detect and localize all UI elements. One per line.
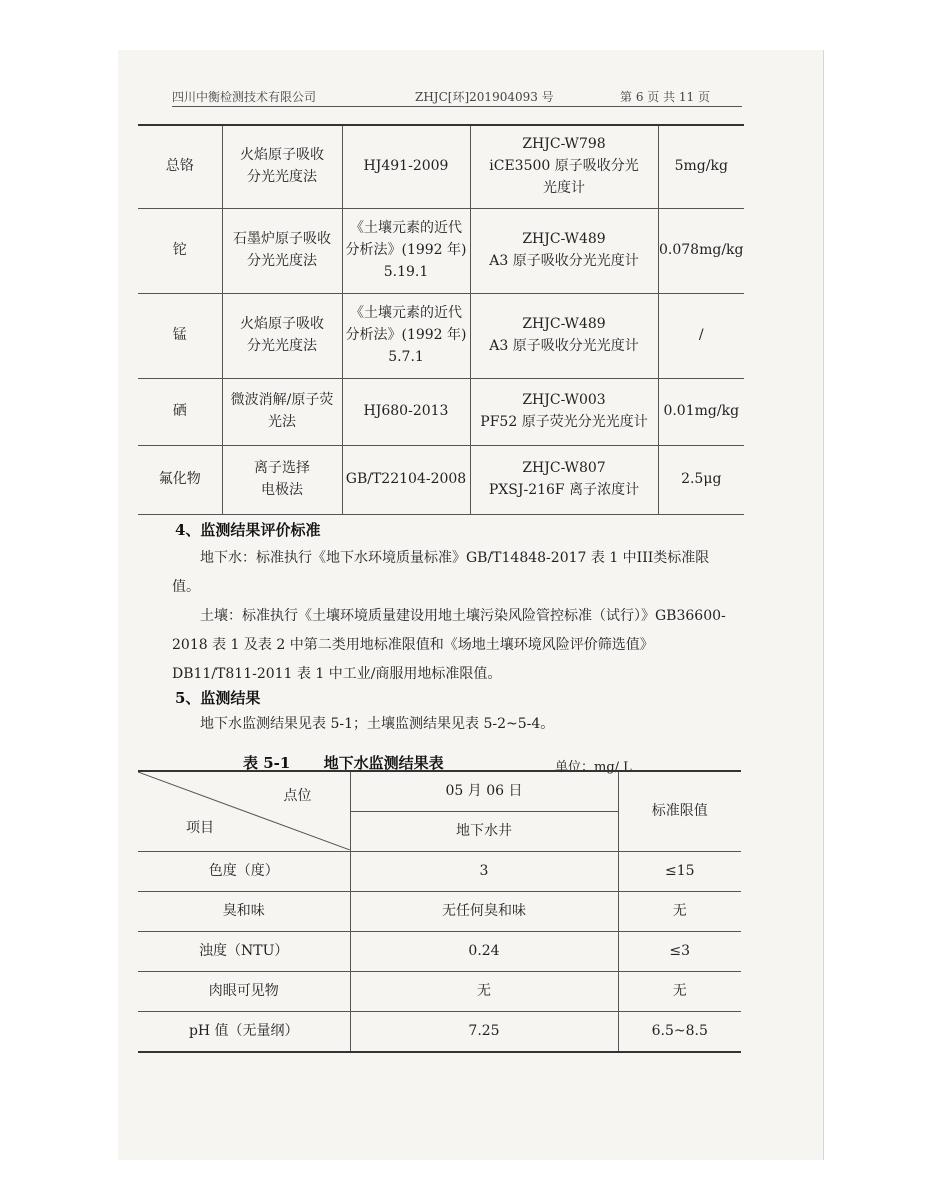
method-standard-cell-line: HJ491-2009 — [363, 158, 449, 175]
result-row — [138, 852, 741, 892]
table-unit: 单位：mg/ L — [555, 760, 632, 775]
result-item-cell: 浊度（NTU） — [138, 932, 350, 972]
method-instrument-cell-line: iCE3500 原子吸收分光 — [489, 158, 639, 175]
result-value-cell: 7.25 — [350, 1012, 618, 1053]
method-instrument-cell-line: ZHJC-W798 — [522, 136, 606, 153]
method-name-cell-line: 分光光度法 — [247, 169, 317, 185]
method-item-cell: 铊 — [138, 209, 222, 294]
method-name-cell — [222, 209, 342, 294]
limit-header: 标准限值 — [618, 771, 741, 852]
method-instrument-cell — [470, 209, 658, 294]
section-4-title: 4、监测结果评价标准 — [175, 521, 321, 539]
method-limit-cell: 2.5μg — [658, 446, 744, 515]
method-name-cell-line: 光法 — [268, 414, 296, 430]
page-header — [172, 86, 742, 107]
method-standard-cell-line: 5.19.1 — [383, 263, 429, 280]
result-limit-cell: 无 — [618, 972, 741, 1012]
method-standard-cell — [342, 209, 470, 294]
method-standard-cell-line: GB/T22104-2008 — [345, 471, 467, 488]
method-instrument-cell — [470, 379, 658, 446]
method-row — [138, 294, 744, 379]
diag-header-item: 项目 — [186, 820, 214, 836]
method-instrument-cell-line: PXSJ-216F 离子浓度计 — [488, 482, 640, 498]
section-5-title: 5、监测结果 — [175, 689, 261, 707]
method-standard-cell-line: 《土壤元素的近代 — [350, 220, 462, 237]
method-instrument-cell-line: ZHJC-W489 — [522, 231, 606, 248]
date-header: 05 月 06 日 — [350, 771, 618, 812]
method-name-cell-line: 电极法 — [261, 482, 303, 498]
table-caption-title: 地下水监测结果表 — [323, 754, 444, 772]
result-limit-cell: ≤3 — [618, 932, 741, 972]
method-standard-cell-line: 5.7.1 — [388, 348, 424, 365]
method-instrument-cell-line: ZHJC-W489 — [522, 316, 606, 333]
result-header-row-1 — [138, 771, 741, 812]
method-standard-cell-line: 分析法》(1992 年) — [345, 327, 467, 344]
method-standard-cell — [342, 446, 470, 515]
result-value-cell: 0.24 — [350, 932, 618, 972]
diag-header-location: 点位 — [283, 788, 312, 804]
method-standard-cell — [342, 294, 470, 379]
method-item-cell: 硒 — [138, 379, 222, 446]
method-name-cell — [222, 294, 342, 379]
result-value-cell: 3 — [350, 852, 618, 892]
method-row — [138, 446, 744, 515]
header-page-number: 第 6 页 共 11 页 — [620, 90, 710, 104]
method-standard-cell — [342, 125, 470, 209]
method-name-cell-line: 石墨炉原子吸收 — [233, 231, 331, 248]
method-instrument-cell-line: 光度计 — [543, 179, 585, 196]
method-standard-cell — [342, 379, 470, 446]
header-report-number: ZHJC[环]201904093 号 — [415, 90, 554, 104]
method-limit-cell: 5mg/kg — [658, 125, 744, 209]
section-5-text: 地下水监测结果见表 5-1；土壤监测结果见表 5-2~5-4。 — [200, 716, 555, 732]
method-name-cell-line: 分光光度法 — [247, 338, 317, 354]
result-item-cell: 肉眼可见物 — [138, 972, 350, 1012]
method-instrument-cell — [470, 125, 658, 209]
method-item-cell: 锰 — [138, 294, 222, 379]
method-standard-cell-line: 分析法》(1992 年) — [345, 242, 467, 259]
method-name-cell — [222, 125, 342, 209]
method-row — [138, 125, 744, 209]
result-item-cell: 臭和味 — [138, 892, 350, 932]
table-caption-number: 表 5-1 — [243, 754, 291, 772]
section-4-groundwater-text: 地下水：标准执行《地下水环境质量标准》GB/T14848-2017 表 1 中III类标准限值。 — [172, 550, 710, 595]
result-table — [138, 770, 741, 1053]
section-4-soil-text: 土壤：标准执行《土壤环境质量建设用地土壤污染风险管控标准（试行）》GB36600-2018 表 1 及表 2 中第二类用地标准限值和《场地土壤环境风险评价筛选值》DB11/T811-2011 表 1 中工业/商服用地标准限值。 — [172, 608, 726, 682]
result-item-cell: pH 值（无量纲） — [138, 1012, 350, 1053]
result-limit-cell: 无 — [618, 892, 741, 932]
method-limit-cell: 0.01mg/kg — [658, 379, 744, 446]
method-item-cell: 氟化物 — [138, 446, 222, 515]
diagonal-line — [138, 772, 350, 850]
method-instrument-cell-line: A3 原子吸收分光光度计 — [489, 338, 639, 354]
method-standard-cell-line: HJ680-2013 — [363, 403, 449, 420]
method-name-cell-line: 火焰原子吸收 — [240, 316, 324, 333]
result-item-cell: 色度（度） — [138, 852, 350, 892]
method-table — [138, 124, 744, 515]
method-instrument-cell-line: ZHJC-W807 — [522, 460, 606, 477]
method-instrument-cell — [470, 446, 658, 515]
method-limit-cell: 0.078mg/kg — [658, 209, 744, 294]
result-value-cell: 无 — [350, 972, 618, 1012]
result-row — [138, 932, 741, 972]
method-row — [138, 209, 744, 294]
result-limit-cell: 6.5~8.5 — [618, 1012, 741, 1053]
result-value-cell: 无任何臭和味 — [350, 892, 618, 932]
result-row — [138, 892, 741, 932]
diagonal-header-cell — [138, 771, 350, 852]
method-name-cell-line: 火焰原子吸收 — [240, 147, 324, 164]
location-header: 地下水井 — [350, 812, 618, 852]
method-item-cell: 总铬 — [138, 125, 222, 209]
method-standard-cell-line: 《土壤元素的近代 — [350, 305, 462, 322]
method-name-cell-line: 分光光度法 — [247, 253, 317, 269]
result-limit-cell: ≤15 — [618, 852, 741, 892]
method-instrument-cell-line: ZHJC-W003 — [522, 392, 606, 409]
method-name-cell — [222, 446, 342, 515]
method-instrument-cell-line: A3 原子吸收分光光度计 — [489, 253, 639, 269]
method-name-cell — [222, 379, 342, 446]
result-row — [138, 1012, 741, 1053]
method-limit-cell: / — [658, 294, 744, 379]
method-instrument-cell-line: PF52 原子荧光分光光度计 — [480, 414, 648, 430]
method-name-cell-line: 离子选择 — [254, 460, 310, 477]
header-company: 四川中衡检测技术有限公司 — [172, 90, 317, 104]
result-row — [138, 972, 741, 1012]
method-instrument-cell — [470, 294, 658, 379]
method-name-cell-line: 微波消解/原子荧 — [230, 392, 334, 409]
method-row — [138, 379, 744, 446]
